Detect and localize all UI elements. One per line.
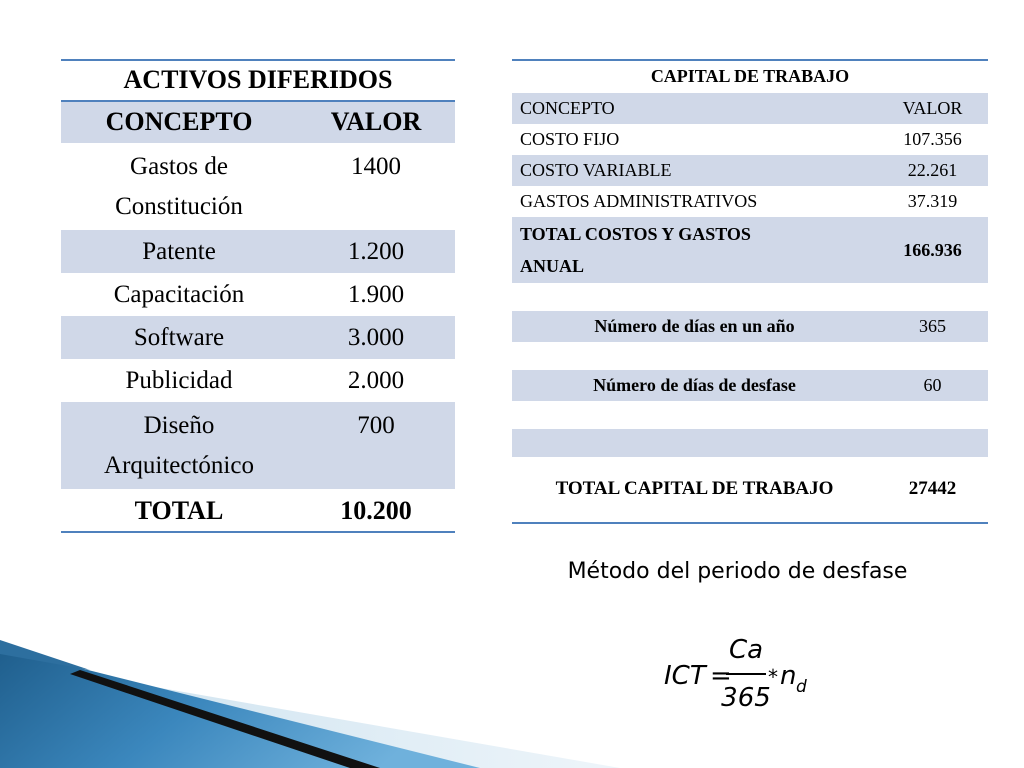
dias-ano-row <box>512 311 988 342</box>
row-value: 2.000 <box>347 366 405 394</box>
row-concept <box>512 218 877 282</box>
capital-title-row <box>512 60 988 93</box>
dias-desfase-value: 60 <box>923 375 942 395</box>
row-concept: Software <box>133 323 225 351</box>
formula-subscript: d <box>796 677 807 697</box>
table-row <box>512 186 988 217</box>
formula-lhs: ICT <box>664 661 706 691</box>
row-value: 1.900 <box>347 280 405 308</box>
row-concept: GASTOS ADMINISTRATIVOS <box>520 191 758 211</box>
row-concept <box>61 143 297 227</box>
row-concept: Publicidad <box>125 366 233 394</box>
capital-header-row <box>512 93 988 124</box>
row-value: 107.356 <box>903 129 962 149</box>
concept-line1: TOTAL COSTOS Y GASTOS <box>520 224 751 244</box>
row-value: 1.200 <box>347 237 405 265</box>
concept-line2: Arquitectónico <box>104 452 254 479</box>
dias-ano-value: 365 <box>919 316 946 336</box>
activos-total-value: 10.200 <box>340 495 412 525</box>
concept-line2: ANUAL <box>520 256 585 276</box>
capital-trabajo-table <box>512 60 988 521</box>
activos-header-valor: VALOR <box>330 106 422 136</box>
ict-formula <box>660 632 820 712</box>
concept-line1: Gastos de <box>130 153 228 180</box>
spacer-row <box>512 283 988 311</box>
capital-bottom-rule <box>512 522 988 524</box>
row-value: 3.000 <box>347 323 405 351</box>
row-concept: Patente <box>142 237 216 265</box>
activos-header-concepto: CONCEPTO <box>105 106 253 136</box>
row-concept: Capacitación <box>113 280 245 308</box>
row-concept: COSTO VARIABLE <box>520 160 672 180</box>
capital-header-concepto: CONCEPTO <box>520 98 615 118</box>
formula-equals: = <box>710 661 732 691</box>
row-value: 37.319 <box>907 191 958 211</box>
activos-total-row <box>61 489 455 532</box>
activos-top-rule <box>61 59 455 61</box>
formula-multiply: * <box>768 665 778 689</box>
dias-desfase-label: Número de días de desfase <box>593 375 796 395</box>
table-row <box>512 124 988 155</box>
table-row <box>61 359 455 402</box>
table-row <box>61 316 455 359</box>
capital-top-rule <box>512 59 988 61</box>
concept-line1: Diseño <box>143 412 215 439</box>
dias-desfase-row <box>512 370 988 401</box>
activos-title-row <box>61 60 455 100</box>
decorative-corner-swoosh <box>0 640 620 768</box>
capital-total-row <box>512 457 988 521</box>
spacer-row <box>512 342 988 370</box>
table-row <box>61 273 455 316</box>
method-title: Método del periodo de desfase <box>567 559 908 584</box>
empty-shaded-row <box>512 429 988 457</box>
capital-header-valor: VALOR <box>902 98 963 118</box>
formula-numerator: Ca <box>728 635 764 665</box>
capital-total-label: TOTAL CAPITAL DE TRABAJO <box>555 478 834 499</box>
row-concept <box>61 402 297 486</box>
activos-header-rule <box>61 100 455 102</box>
activos-bottom-rule <box>61 531 455 533</box>
spacer-row <box>512 401 988 429</box>
row-value: 700 <box>357 412 395 439</box>
activos-header-row <box>61 100 455 143</box>
activos-total-label: TOTAL <box>134 495 224 525</box>
formula-denominator: 365 <box>721 683 771 712</box>
dias-ano-label: Número de días en un año <box>594 316 795 336</box>
table-row <box>512 155 988 186</box>
activos-diferidos-table <box>61 60 455 532</box>
row-value: 166.936 <box>903 239 962 260</box>
capital-title: CAPITAL DE TRABAJO <box>650 66 850 86</box>
row-value: 22.261 <box>907 160 958 180</box>
row-concept: COSTO FIJO <box>520 129 620 149</box>
formula-variable: n <box>780 661 797 691</box>
table-row <box>61 402 455 489</box>
table-row <box>61 230 455 273</box>
row-value: 1400 <box>351 153 401 180</box>
capital-total-value: 27442 <box>908 478 957 499</box>
activos-title: ACTIVOS DIFERIDOS <box>123 65 393 94</box>
table-row <box>61 143 455 230</box>
table-row <box>512 217 988 283</box>
concept-line2: Constitución <box>115 193 243 220</box>
